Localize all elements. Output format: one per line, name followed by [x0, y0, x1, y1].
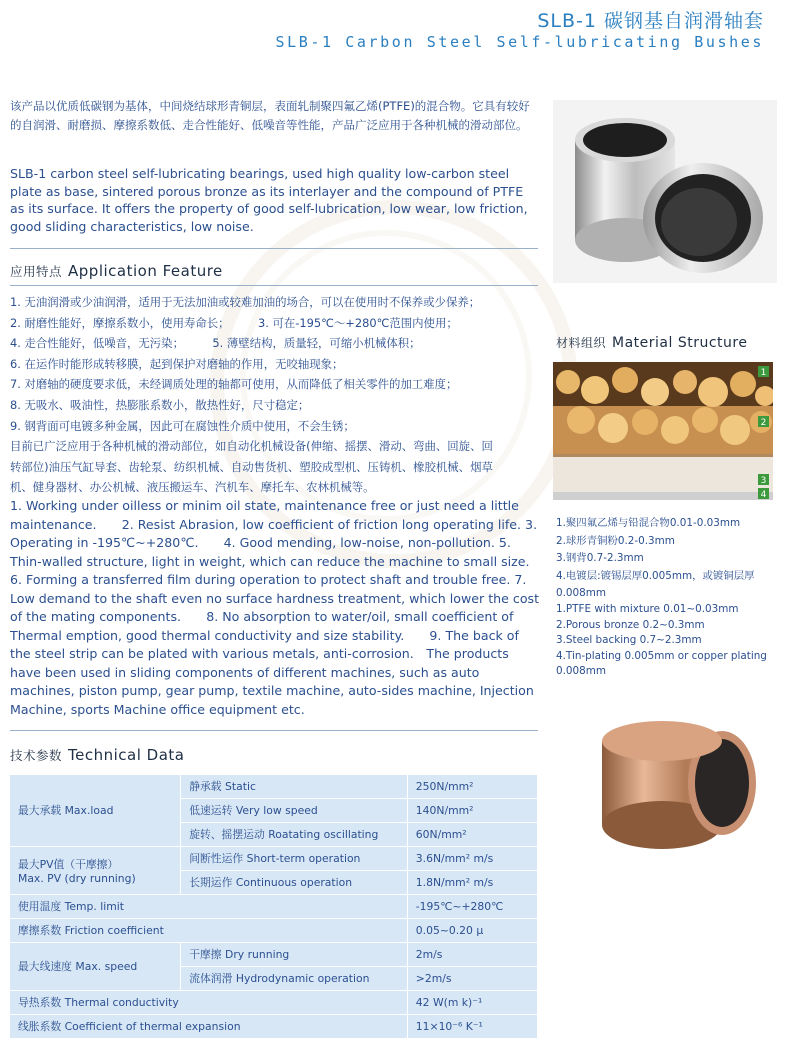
product-photo-bronze-bush	[590, 705, 768, 855]
material-layers-en	[556, 602, 784, 680]
table-value-cell: 42 W(m k)⁻¹	[407, 991, 537, 1015]
table-value-cell: 140N/mm²	[407, 799, 537, 823]
divider	[10, 730, 538, 731]
table-group-cell: 线胀系数 Coefficient of thermal expansion	[10, 1015, 407, 1039]
layer-item: 1.聚四氟乙烯与铅混合物0.01-0.03mm	[556, 517, 741, 529]
bronze-bush-illustration	[590, 705, 768, 855]
table-param-cell: 旋转、摇摆运动 Roatating oscillating	[181, 823, 408, 847]
divider	[10, 248, 538, 249]
table-param-cell: 流体润滑 Hydrodynamic operation	[181, 967, 408, 991]
table-param-cell: 间断性运作 Short-term operation	[181, 847, 408, 871]
table-row	[10, 991, 538, 1015]
table-row	[10, 943, 538, 967]
application-list-cn	[10, 292, 540, 498]
layer-marker-2-label: 2	[760, 418, 767, 428]
application-title-en: Application Feature	[68, 262, 223, 280]
layer-item: 4.Tin-plating 0.005mm or copper plating 0.008mm	[556, 649, 767, 678]
material-layers-cn	[556, 515, 784, 603]
layer-item: 1.PTFE with mixture 0.01~0.03mm	[556, 603, 739, 615]
product-photo-silver-bushes	[553, 100, 777, 283]
table-value-cell: -195℃~+280℃	[407, 895, 537, 919]
table-group-cell: 最大承载 Max.load	[10, 775, 181, 847]
layer-marker-3-label: 3	[760, 476, 767, 486]
table-row	[10, 919, 538, 943]
application-section-title	[10, 262, 223, 280]
feature-line: 4. 走合性能好，低噪音，无污染； 5. 薄壁结构，质量轻，可缩小机械体积；	[10, 336, 421, 351]
page-title-en: SLB-1 Carbon Steel Self-lubricating Bushes	[275, 33, 764, 51]
feature-line: 9. 钢背面可电镀多种金属，因此可在腐蚀性介质中使用，不会生锈；	[10, 418, 355, 433]
technical-section-title	[10, 746, 184, 764]
table-group-label-cn: 最大PV值（干摩擦）	[18, 857, 119, 871]
table-param-cell: 低速运转 Very low speed	[181, 799, 408, 823]
intro-text-cn: 该产品以优质低碳钢为基体，中间烧结球形青铜层，表面轧制聚四氟乙烯(PTFE)的混合物。它具有较好的自润滑、耐磨损、摩擦系数低、走合性能好、低噪音等性能，产品广泛应用于各种机械的滑动部位。	[10, 99, 530, 132]
layer-item: 4.电镀层:镀锡层厚0.005mm，或镀铜层厚0.008mm	[556, 569, 755, 599]
micro-structure-image	[553, 362, 773, 500]
table-value-cell: 3.6N/mm² m/s	[407, 847, 537, 871]
material-title-cn: 材料组织	[556, 336, 607, 350]
application-text-en: 1. Working under oilless or minim oil state, maintenance free or just need a little maintenance. 2. Resist Abrasion, low coefficient of friction long operating life. 3. Operating in -195℃~+280℃. 4. Good mending, low-noise, non-pollution. 5. Thin-walled structure, light in weight, which can reduce the machine to small size. 6. Forming a transferred film during operation to protect shaft and trouble free. 7. Low demand to the shaft even no surface hardness treatment, which lower the cost of the mating components. 8. No absorption to water/oil, small coefficient of Thermal emption, good thermal conductivity and size stability. 9. The back of the steel strip can be plated with various metals, anti-corrosion. The products have been used in sliding components of different machines, such as auto machines, piston pump, gear pump, textile machine, auto-sides machine, Injection Machine, sports Machine office equipment etc.	[10, 498, 540, 717]
table-group-cell	[10, 847, 181, 895]
layer-marker-4-label: 4	[760, 490, 767, 500]
feature-line: 2. 耐磨性能好，摩擦系数小，使用寿命长； 3. 可在-195℃～+280℃范围内使用；	[10, 315, 458, 330]
intro-text-en: SLB-1 carbon steel self-lubricating bearings, used high quality low-carbon steel plate as base, sintered porous bronze as its interlayer and the compound of PTFE as its surface. It offers the property of good self-lubrication, low wear, low friction, good sliding characteristics, low noise.	[10, 166, 528, 234]
table-value-cell: 60N/mm²	[407, 823, 537, 847]
layer-item: 3.Steel backing 0.7~2.3mm	[556, 634, 702, 647]
table-group-cell: 导热系数 Thermal conductivity	[10, 991, 407, 1015]
material-title-en: Material Structure	[612, 335, 748, 351]
layer-item: 2.球形青铜粉0.2-0.3mm	[556, 534, 675, 547]
feature-line: 转部位)油压气缸导套、齿轮泵、纺织机械、自动售货机、塑胶成型机、压铸机、橡胶机械、烟草	[10, 459, 493, 474]
table-value-cell: 0.05~0.20 μ	[407, 919, 537, 943]
silver-bush-illustration	[553, 100, 777, 283]
layer-item: 2.Porous bronze 0.2~0.3mm	[556, 618, 705, 631]
technical-title-en: Technical Data	[68, 746, 185, 764]
table-row	[10, 895, 538, 919]
table-group-cell: 最大线速度 Max. speed	[10, 943, 181, 991]
page-title-cn: SLB-1 碳钢基自润滑轴套	[537, 10, 764, 32]
feature-line: 目前已广泛应用于各种机械的滑动部位，如自动化机械设备(伸缩、摇摆、滑动、弯曲、回旋、回	[10, 439, 493, 454]
layer-item: 3.钢背0.7-2.3mm	[556, 552, 644, 564]
micro-structure-illustration	[553, 362, 773, 500]
technical-title-cn: 技术参数	[10, 748, 63, 763]
table-row	[10, 1015, 538, 1039]
feature-line: 7. 对磨轴的硬度要求低，未经调质处理的轴都可使用，从而降低了相关零件的加工难度；	[10, 377, 458, 392]
application-title-cn: 应用特点	[10, 264, 63, 279]
material-section-title	[556, 334, 747, 351]
feature-line: 6. 在运作时能形成转移膜，起到保护对磨轴的作用，无咬轴现象；	[10, 356, 344, 371]
feature-line: 机、健身器材、办公机械、液压搬运车、汽机车、摩托车、农林机械等。	[10, 480, 375, 495]
table-group-cell: 摩擦系数 Friction coefficient	[10, 919, 407, 943]
table-value-cell: 1.8N/mm² m/s	[407, 871, 537, 895]
table-row	[10, 847, 538, 871]
table-value-cell: 11×10⁻⁶ K⁻¹	[407, 1015, 537, 1039]
table-value-cell: >2m/s	[407, 967, 537, 991]
feature-line: 1. 无油润滑或少油润滑，适用于无法加油或较难加油的场合，可以在使用时不保养或少保养；	[10, 295, 481, 309]
table-value-cell: 250N/mm²	[407, 775, 537, 799]
table-value-cell: 2m/s	[407, 943, 537, 967]
divider	[10, 285, 538, 286]
table-group-cell: 使用温度 Temp. limit	[10, 895, 407, 919]
table-row	[10, 775, 538, 799]
table-param-cell: 静承载 Static	[181, 775, 408, 799]
table-group-label-en: Max. PV (dry running)	[18, 871, 136, 885]
technical-data-table	[10, 775, 538, 1039]
table-param-cell: 长期运作 Continuous operation	[181, 871, 408, 895]
table-param-cell: 干摩擦 Dry running	[181, 943, 408, 967]
feature-line: 8. 无吸水、吸油性，热膨胀系数小，散热性好，尺寸稳定；	[10, 397, 310, 412]
layer-marker-1-label: 1	[760, 368, 767, 378]
